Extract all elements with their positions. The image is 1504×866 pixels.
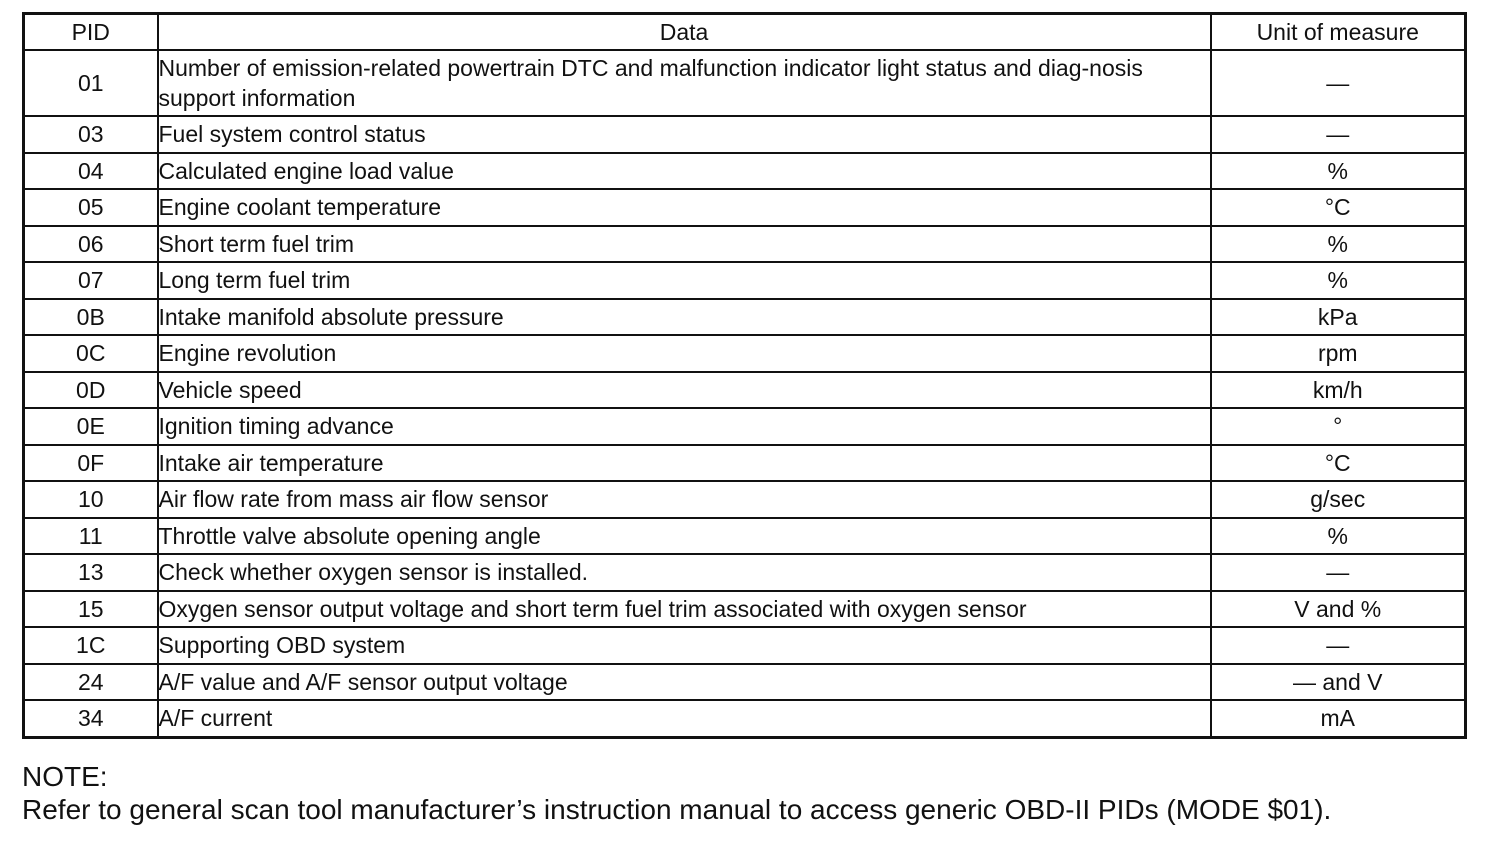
data-cell: Calculated engine load value bbox=[158, 153, 1211, 190]
unit-cell: % bbox=[1211, 226, 1466, 263]
table-row bbox=[24, 591, 1466, 628]
data-cell: Supporting OBD system bbox=[158, 627, 1211, 664]
data-cell: Ignition timing advance bbox=[158, 408, 1211, 445]
pid-cell: 13 bbox=[24, 554, 158, 591]
unit-cell: — bbox=[1211, 627, 1466, 664]
pid-cell: 0B bbox=[24, 299, 158, 336]
table-row bbox=[24, 627, 1466, 664]
data-cell: Engine coolant temperature bbox=[158, 189, 1211, 226]
pid-cell: 11 bbox=[24, 518, 158, 555]
unit-cell: °C bbox=[1211, 189, 1466, 226]
pid-cell: 0D bbox=[24, 372, 158, 409]
unit-cell: — and V bbox=[1211, 664, 1466, 701]
header-data: Data bbox=[158, 14, 1211, 51]
data-cell: Engine revolution bbox=[158, 335, 1211, 372]
table-row bbox=[24, 299, 1466, 336]
table-row bbox=[24, 226, 1466, 263]
unit-cell: km/h bbox=[1211, 372, 1466, 409]
table-row bbox=[24, 116, 1466, 153]
table-row bbox=[24, 372, 1466, 409]
pid-cell: 07 bbox=[24, 262, 158, 299]
table-row bbox=[24, 554, 1466, 591]
unit-cell: — bbox=[1211, 116, 1466, 153]
pid-cell: 0F bbox=[24, 445, 158, 482]
table-row bbox=[24, 700, 1466, 737]
table-row bbox=[24, 445, 1466, 482]
data-cell: A/F value and A/F sensor output voltage bbox=[158, 664, 1211, 701]
data-cell: Long term fuel trim bbox=[158, 262, 1211, 299]
data-cell: Short term fuel trim bbox=[158, 226, 1211, 263]
note-text: Refer to general scan tool manufacturer’s instruction manual to access generic OBD-II PIDs (MODE $01). bbox=[22, 794, 1332, 825]
pid-cell: 01 bbox=[24, 50, 158, 116]
data-cell: Check whether oxygen sensor is installed. bbox=[158, 554, 1211, 591]
pid-cell: 24 bbox=[24, 664, 158, 701]
table-header-row bbox=[24, 14, 1466, 51]
data-cell: Number of emission-related powertrain DTC and malfunction indicator light status and diag-nosis support information bbox=[158, 50, 1211, 116]
pid-cell: 06 bbox=[24, 226, 158, 263]
header-unit: Unit of measure bbox=[1211, 14, 1466, 51]
data-cell: Throttle valve absolute opening angle bbox=[158, 518, 1211, 555]
data-cell: Oxygen sensor output voltage and short term fuel trim associated with oxygen sensor bbox=[158, 591, 1211, 628]
table-row bbox=[24, 189, 1466, 226]
table-row bbox=[24, 408, 1466, 445]
unit-cell: ° bbox=[1211, 408, 1466, 445]
data-cell: Fuel system control status bbox=[158, 116, 1211, 153]
data-cell: A/F current bbox=[158, 700, 1211, 737]
table-row bbox=[24, 262, 1466, 299]
unit-cell: — bbox=[1211, 554, 1466, 591]
data-cell: Vehicle speed bbox=[158, 372, 1211, 409]
table-row bbox=[24, 153, 1466, 190]
pid-cell: 0E bbox=[24, 408, 158, 445]
data-cell: Intake air temperature bbox=[158, 445, 1211, 482]
header-pid: PID bbox=[24, 14, 158, 51]
unit-cell: °C bbox=[1211, 445, 1466, 482]
pid-cell: 04 bbox=[24, 153, 158, 190]
table-row bbox=[24, 335, 1466, 372]
pid-table bbox=[22, 12, 1467, 739]
unit-cell: kPa bbox=[1211, 299, 1466, 336]
unit-cell: % bbox=[1211, 262, 1466, 299]
unit-cell: % bbox=[1211, 518, 1466, 555]
pid-cell: 10 bbox=[24, 481, 158, 518]
unit-cell: % bbox=[1211, 153, 1466, 190]
unit-cell: V and % bbox=[1211, 591, 1466, 628]
pid-cell: 34 bbox=[24, 700, 158, 737]
table-row bbox=[24, 664, 1466, 701]
unit-cell: mA bbox=[1211, 700, 1466, 737]
data-cell: Intake manifold absolute pressure bbox=[158, 299, 1211, 336]
table-row bbox=[24, 518, 1466, 555]
table-row bbox=[24, 50, 1466, 116]
unit-cell: — bbox=[1211, 50, 1466, 116]
pid-cell: 0C bbox=[24, 335, 158, 372]
data-cell: Air flow rate from mass air flow sensor bbox=[158, 481, 1211, 518]
pid-cell: 03 bbox=[24, 116, 158, 153]
unit-cell: g/sec bbox=[1211, 481, 1466, 518]
pid-cell: 1C bbox=[24, 627, 158, 664]
pid-cell: 15 bbox=[24, 591, 158, 628]
note-heading: NOTE: bbox=[22, 761, 108, 792]
unit-cell: rpm bbox=[1211, 335, 1466, 372]
note-block bbox=[22, 760, 1482, 826]
table-row bbox=[24, 481, 1466, 518]
pid-cell: 05 bbox=[24, 189, 158, 226]
